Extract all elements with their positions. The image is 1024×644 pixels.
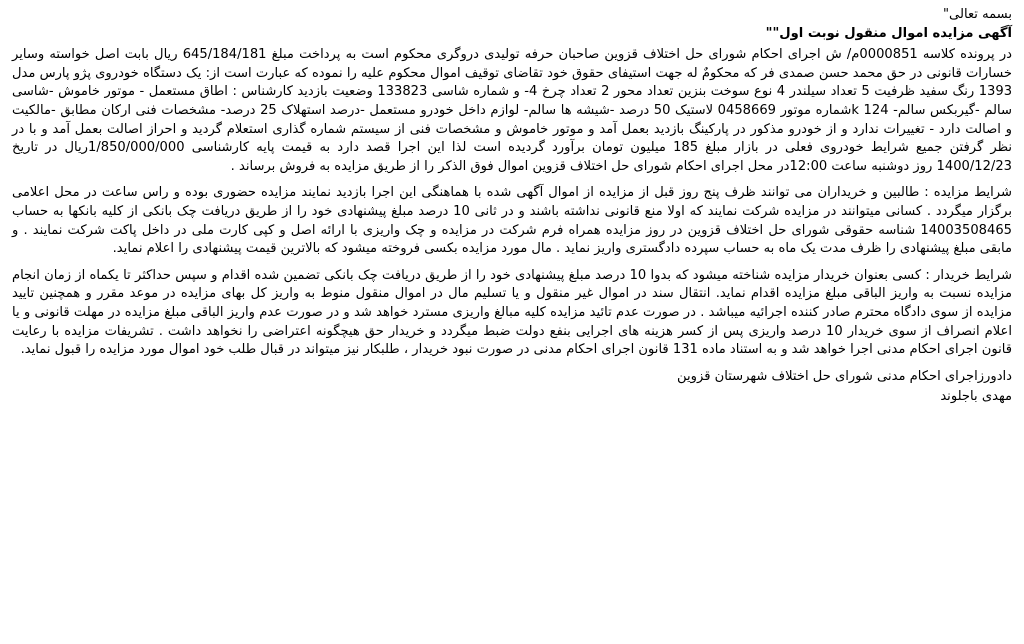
case-details-paragraph: در پرونده کلاسه 0000851م/ ش اجرای احکام شورای حل اختلاف قزوین صاحبان حرفه تولیدی دروگری محکوم است به پرداخت مبلغ 645/184/181 ریال بابت اصل خواسته وسایر خسارات قانونی در حق محمد حسن صمدی فر که محکومٌ له جهت استیفای حقوق خود تقاضای توقیف اموال محکوم علیه را نموده که عبارت است از: یک دستگاه خودروی پژو پارس مدل 1393 رنگ سفید ظرفیت 5 تعداد سیلندر 4 نوع سوخت بنزین تعداد محور 2 تعداد چرخ 4- و شماره شاسی 133823 وضعیت بازدید کارشناس : اطاق مستعمل - موتور خاموش -شاسی سالم -گیربکس سالم- 124 kشماره موتور 0458669 لاستیک 50 درصد -شیشه ها سالم- لوازم داخل خودرو مستعمل -درصد استهلاک 25 درصد- مشخصات فنی ارکان مطابق -مالکیت و اصالت دارد - تغییرات ندارد و از خودرو مذکور در پارکینگ بازدید بعمل آمد و موتور خاموش و مشخصات فنی از سیستم شماره گذاری استعلام گردید و احراز اصالت بعمل آمد و با در نظر گرفتن جمیع شرایط خودروی فعلی در بازار مبلغ 185 میلیون تومان برآورد گردیده است لذا این اجرا قصد دارد به قیمت پایه کارشناسی 1/850/000/000ریال در تاریخ 1400/12/23 روز دوشنبه ساعت 12:00در محل اجرای احکام شورای حل اختلاف قزوین اموال فوق الذکر را از طریق مزایده به فروش برساند . [12,47,1013,174]
buyer-conditions-paragraph: شرایط خریدار : کسی بعنوان خریدار مزایده شناخته میشود که بدوا 10 درصد مبلغ پیشنهادی خود را از طریق دریافت چک بانکی تضمین شده اقدام و سپس حداکثر تا یکماه از زمان انجام مزایده نسبت به واریز الباقی مبلغ مزایده اقدام نماید. انتقال سند در اموال غیر منقول و یا تسلیم مال در اموال منقول منوط به واریز کل بهای مزایده در موعد مقرر و همچنین تایید مزایده از سوی دادگاه محترم صادر کننده اجرائیه میباشد . در صورت عدم تائید مزایده کلیه مبالغ واریزی مسترد خواهد شد و در صورت عدم واریز الباقی مبلغ مزایده در مهلت قانونی و یا اعلام انصراف از سوی خریدار 10 درصد واریزی پس از کسر هزینه های اجرایی بنفع دولت ضبط میگردد و خریدار حق هیچگونه اعتراضی را نخواهد داشت . تشریفات مزایده با رعایت قانون اجرای احکام مدنی اجرا خواهد شد و به استناد ماده 131 قانون اجرای احکام مدنی در صورت نبود خریدار ، طلبکار نیز میتواند در قبال طلب خود اموال مورد مزایده را قبول نماید. [12,267,1013,358]
notice-title: آگهی مزایده اموال منقول نوبت اول"" [765,25,1012,41]
signature-office: دادورزاجرای احکام مدنی شورای حل اختلاف شهرستان قزوین [677,368,1012,384]
bismillah-line: بسمه تعالی" [943,7,1012,22]
signature-block [12,368,1012,407]
signature-name: مهدی باجلوند [940,389,1012,405]
auction-conditions-paragraph: شرایط مزایده : طالبین و خریداران می توانند ظرف پنج روز قبل از مزایده از اموال آگهی شده با هماهنگی این اجرا بازدید نمایند مزایده حضوری بوده و راس ساعت در محل اعلامی برگزار میگردد . کسانی میتوانند در مزایده شرکت نمایند که اولا منع قانونی نداشته باشند و در ثانی 10 درصد مبلغ پیشنهادی خود را از طریق دریافت چک بانکی از کلیه بانکها به حساب 14003508465 شناسه حقوقی شورای حل اختلاف قزوین در روز مزایده همراه فرم شرکت در مزایده و چک واریزی با ارائه اصل و کپی کارت ملی در داخل پاکت شرکت نمایند . و مابقی مبلغ پیشنهادی را ظرف مدت یک ماه به حساب سپرده دادگستری واریز نماید . مال مورد مزایده بکسی فروخته میشود که بالاترین قیمت پیشنهادی را اعلام نماید. [12,185,1012,257]
